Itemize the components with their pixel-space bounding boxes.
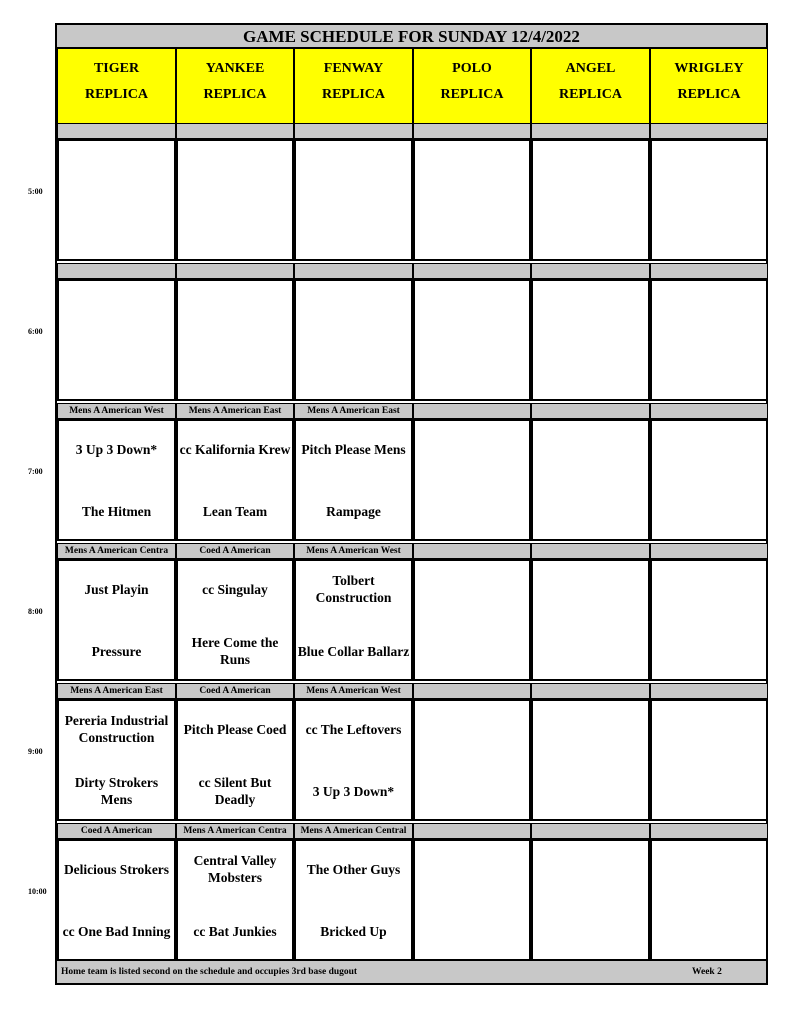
time-label: 8:00 xyxy=(28,607,43,616)
away-team xyxy=(178,289,292,329)
field-type: REPLICA xyxy=(558,87,622,102)
division-label xyxy=(531,543,650,559)
home-team xyxy=(415,911,529,951)
game-cell xyxy=(413,559,531,681)
division-label xyxy=(294,263,413,279)
game-cell xyxy=(294,699,413,821)
time-label: 7:00 xyxy=(28,467,43,476)
away-team xyxy=(533,429,648,469)
home-team xyxy=(415,631,529,671)
home-team xyxy=(59,351,174,391)
field-type: REPLICA xyxy=(84,87,148,102)
game-cell xyxy=(413,839,531,961)
away-team xyxy=(296,289,411,329)
game-cell xyxy=(650,559,768,681)
home-team xyxy=(59,211,174,251)
home-team: Rampage xyxy=(326,503,381,519)
game-cell xyxy=(294,839,413,961)
field-name: POLO xyxy=(452,61,492,76)
game-cell xyxy=(57,419,176,541)
away-team xyxy=(415,289,529,329)
home-team xyxy=(533,351,648,391)
home-team xyxy=(415,351,529,391)
game-cell xyxy=(531,839,650,961)
division-label: Mens A American West xyxy=(294,543,413,559)
away-team xyxy=(652,569,766,609)
game-cell xyxy=(176,559,294,681)
game-cell xyxy=(650,419,768,541)
away-team xyxy=(652,709,766,749)
home-team: Pressure xyxy=(91,643,142,659)
home-team: cc One Bad Inning xyxy=(62,923,171,939)
field-name: ANGEL xyxy=(565,61,616,76)
division-label xyxy=(531,683,650,699)
game-cell xyxy=(531,279,650,401)
away-team: Delicious Strokers xyxy=(63,861,170,877)
division-label: Mens A American East xyxy=(294,403,413,419)
game-cell xyxy=(650,279,768,401)
time-label: 10:00 xyxy=(28,887,47,896)
game-cell xyxy=(531,419,650,541)
division-label xyxy=(650,683,768,699)
division-label xyxy=(57,123,176,139)
game-cell xyxy=(176,419,294,541)
footer-note: Home team is listed second on the schedule and occupies 3rd base dugout xyxy=(61,967,358,977)
division-label xyxy=(294,123,413,139)
home-team xyxy=(533,211,648,251)
away-team: The Other Guys xyxy=(306,861,401,877)
game-cell xyxy=(294,279,413,401)
game-cell xyxy=(413,699,531,821)
game-cell xyxy=(176,839,294,961)
division-label: Coed A American xyxy=(57,823,176,839)
home-team: Bricked Up xyxy=(320,923,387,939)
division-label xyxy=(650,123,768,139)
home-team: The Hitmen xyxy=(81,503,152,519)
division-label: Coed A American xyxy=(176,543,294,559)
game-cell xyxy=(57,839,176,961)
division-label: Mens A American Centra xyxy=(176,823,294,839)
division-label: Mens A American Central xyxy=(294,823,413,839)
away-team: Tolbert Construction xyxy=(315,573,392,605)
field-name: TIGER xyxy=(93,61,140,76)
home-team xyxy=(533,631,648,671)
game-cell xyxy=(176,699,294,821)
time-label: 5:00 xyxy=(28,187,43,196)
away-team xyxy=(533,149,648,189)
game-cell xyxy=(176,139,294,261)
away-team xyxy=(533,849,648,889)
field-type: REPLICA xyxy=(677,87,741,102)
away-team: Just Playin xyxy=(84,581,149,597)
division-label xyxy=(413,123,531,139)
field-name: YANKEE xyxy=(205,61,265,76)
division-label: Mens A American West xyxy=(57,403,176,419)
division-label: Mens A American Centra xyxy=(57,543,176,559)
away-team: 3 Up 3 Down* xyxy=(75,441,158,457)
home-team: cc Bat Junkies xyxy=(193,923,277,939)
home-team xyxy=(533,771,648,811)
division-label xyxy=(413,263,531,279)
field-type: REPLICA xyxy=(440,87,504,102)
away-team: Central Valley Mobsters xyxy=(193,853,277,885)
away-team xyxy=(415,849,529,889)
away-team: Pereria Industrial Construction xyxy=(64,713,169,745)
home-team: Blue Collar Ballarz xyxy=(297,643,410,659)
page-title: GAME SCHEDULE FOR SUNDAY 12/4/2022 xyxy=(57,25,766,49)
away-team xyxy=(533,569,648,609)
game-cell xyxy=(57,699,176,821)
division-label xyxy=(531,403,650,419)
game-cell xyxy=(413,139,531,261)
away-team: cc Kalifornia Krew xyxy=(179,441,291,457)
home-team xyxy=(652,631,766,671)
away-team: Pitch Please Coed xyxy=(183,721,287,737)
game-cell xyxy=(531,699,650,821)
away-team xyxy=(59,149,174,189)
away-team: Pitch Please Mens xyxy=(301,441,406,457)
away-team xyxy=(652,849,766,889)
home-team xyxy=(652,771,766,811)
away-team xyxy=(415,429,529,469)
away-team xyxy=(652,429,766,469)
game-cell xyxy=(294,419,413,541)
time-label: 9:00 xyxy=(28,747,43,756)
away-team xyxy=(178,149,292,189)
home-team xyxy=(652,351,766,391)
home-team xyxy=(415,491,529,531)
away-team xyxy=(652,149,766,189)
footer-bar xyxy=(57,959,766,983)
game-cell xyxy=(650,699,768,821)
away-team xyxy=(533,709,648,749)
division-label xyxy=(531,823,650,839)
home-team: 3 Up 3 Down* xyxy=(312,783,395,799)
division-label xyxy=(176,263,294,279)
division-label: Mens A American West xyxy=(294,683,413,699)
division-label xyxy=(650,263,768,279)
division-label xyxy=(57,263,176,279)
home-team xyxy=(652,491,766,531)
division-label xyxy=(531,123,650,139)
away-team: cc Singulay xyxy=(202,581,268,597)
time-label: 6:00 xyxy=(28,327,43,336)
field-type: REPLICA xyxy=(203,87,267,102)
away-team xyxy=(415,709,529,749)
home-team xyxy=(296,351,411,391)
game-cell xyxy=(531,139,650,261)
away-team xyxy=(415,569,529,609)
home-team xyxy=(415,771,529,811)
field-name: FENWAY xyxy=(323,61,384,76)
field-name: WRIGLEY xyxy=(674,61,744,76)
game-cell xyxy=(650,139,768,261)
away-team xyxy=(652,289,766,329)
home-team: Lean Team xyxy=(202,503,268,519)
division-label: Coed A American xyxy=(176,683,294,699)
away-team xyxy=(415,149,529,189)
division-label xyxy=(650,823,768,839)
home-team xyxy=(415,211,529,251)
game-cell xyxy=(57,559,176,681)
home-team xyxy=(652,911,766,951)
division-label: Mens A American East xyxy=(57,683,176,699)
game-cell xyxy=(294,559,413,681)
home-team: Here Come the Runs xyxy=(191,635,279,667)
home-team xyxy=(178,351,292,391)
game-cell xyxy=(413,419,531,541)
game-cell xyxy=(57,279,176,401)
game-cell xyxy=(413,279,531,401)
week-label: Week 2 xyxy=(692,967,722,977)
home-team: cc Silent But Deadly xyxy=(198,775,272,807)
division-label: Mens A American East xyxy=(176,403,294,419)
away-team xyxy=(296,149,411,189)
home-team xyxy=(533,911,648,951)
division-label xyxy=(650,543,768,559)
schedule-sheet xyxy=(55,23,768,985)
division-label xyxy=(531,263,650,279)
home-team xyxy=(296,211,411,251)
home-team xyxy=(178,211,292,251)
division-label xyxy=(413,823,531,839)
division-label xyxy=(413,683,531,699)
away-team xyxy=(533,289,648,329)
division-label xyxy=(650,403,768,419)
game-cell xyxy=(176,279,294,401)
division-label xyxy=(413,543,531,559)
field-type: REPLICA xyxy=(321,87,385,102)
away-team xyxy=(59,289,174,329)
game-cell xyxy=(57,139,176,261)
away-team: cc The Leftovers xyxy=(305,721,402,737)
game-cell xyxy=(531,559,650,681)
game-cell xyxy=(650,839,768,961)
division-label xyxy=(176,123,294,139)
home-team xyxy=(652,211,766,251)
game-cell xyxy=(294,139,413,261)
division-label xyxy=(413,403,531,419)
home-team: Dirty Strokers Mens xyxy=(74,775,159,807)
home-team xyxy=(533,491,648,531)
